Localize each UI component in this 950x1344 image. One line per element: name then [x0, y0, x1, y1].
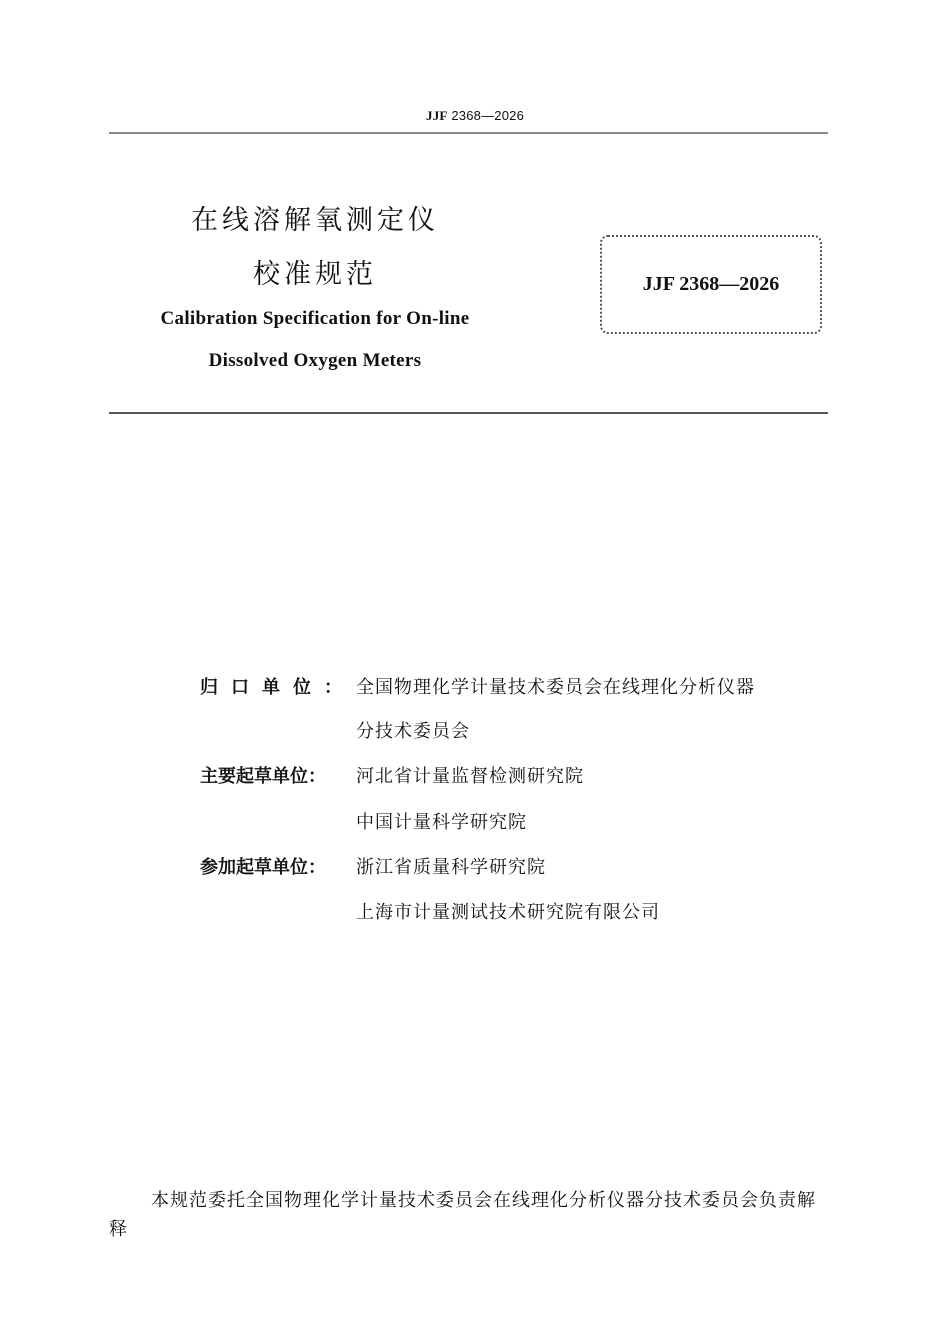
- unit-value: 全国物理化学计量技术委员会在线理化分析仪器: [356, 677, 755, 698]
- header-code-number: 2368—2026: [451, 108, 524, 123]
- unit-label-main-drafter: 主要起草单位：: [200, 766, 326, 787]
- title-chinese-line2: 校准规范: [253, 259, 377, 290]
- title-chinese-line1: 在线溶解氧测定仪: [191, 205, 439, 236]
- interpretation-note: 本规范委托全国物理化学计量技术委员会在线理化分析仪器分技术委员会负责解释: [109, 1190, 816, 1240]
- title-english-line1: Calibration Specification for On-line: [160, 308, 470, 329]
- unit-value: 河北省计量监督检测研究院: [356, 766, 584, 787]
- running-header: [0, 108, 950, 124]
- header-rule: [109, 132, 828, 134]
- unit-value: 上海市计量测试技术研究院有限公司: [356, 902, 660, 923]
- title-bottom-rule: [109, 412, 828, 414]
- title-english-line2: Dissolved Oxygen Meters: [208, 350, 422, 371]
- unit-label-participating-drafter: 参加起草单位：: [200, 857, 326, 878]
- unit-value: 分技术委员会: [356, 721, 470, 742]
- unit-value: 中国计量科学研究院: [356, 812, 527, 833]
- standard-code: JJF 2368—2026: [642, 273, 780, 295]
- unit-label-responsible: 归口单位：: [200, 677, 355, 698]
- standard-code-box: [600, 235, 822, 334]
- unit-value: 浙江省质量科学研究院: [356, 857, 546, 878]
- header-code-prefix: JJF: [426, 108, 448, 123]
